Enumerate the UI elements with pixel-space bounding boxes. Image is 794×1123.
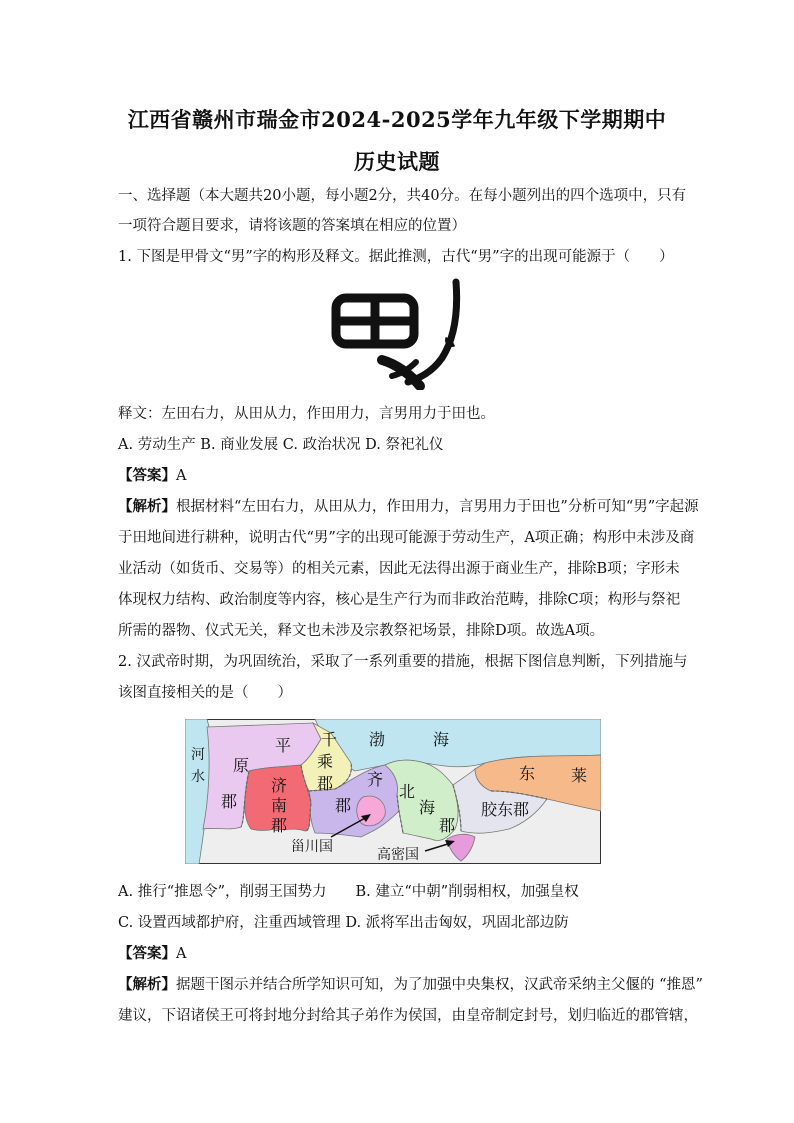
map-label-cheng: 乘 (317, 752, 334, 771)
han-kingdoms-map (185, 719, 601, 864)
oracle-bone-character-nan-icon (330, 278, 470, 390)
q2-answer (118, 944, 688, 964)
q1-analysis-line2: 于田地间进行耕种，说明古代“男”字的出现可能源于劳动生产，A项正确；构形中未涉及商 (118, 530, 695, 546)
map-label-lai: 莱 (571, 766, 588, 785)
map-label-ping: 平 (275, 736, 292, 755)
answer-value: A (176, 468, 187, 484)
q2-analysis-line1 (118, 975, 703, 995)
section-intro-line1: 一、选择题（本大题共20小题，每小题2分，共40分。在每小题列出的四个选项中，只有 (118, 188, 687, 204)
map-label-ji: 济 (271, 776, 288, 795)
map-label-jun1: 郡 (221, 792, 238, 811)
q1-analysis-line5: 所需的器物、仪式无关，释文也未涉及宗教祭祀场景，排除D项。故选A项。 (118, 623, 605, 639)
map-label-jiaodong: 胶东郡 (481, 800, 530, 819)
q1-analysis-line3: 业活动（如货币、交易等）的相关元素，因此无法得出源于商业生产，排除B项；字形未 (118, 561, 680, 577)
map-label-he: 河 (191, 747, 205, 763)
q1-analysis-line1 (118, 497, 699, 517)
q1-stem: 1. 下图是甲骨文“男”字的构形及释文。据此推测，古代“男”字的出现可能源于（ ） (118, 249, 674, 265)
q2-options-line2: C. 设置西域都护府，注重西域管理 D. 派将军出击匈奴，巩固北部边防 (118, 915, 569, 931)
q1-note: 释文：左田右力，从田从力，作田用力，言男用力于田也。 (118, 406, 495, 422)
analysis-text: 据题干图示并结合所学知识可知，为了加强中央集权，汉武帝采纳主父偃的 “推恩” (176, 977, 703, 993)
map-label-shui: 水 (191, 769, 205, 785)
map-label-jun5: 郡 (439, 816, 456, 835)
map-label-qi: 齐 (367, 770, 384, 789)
q1-options: A. 劳动生产 B. 商业发展 C. 政治状况 D. 祭祀礼仪 (118, 437, 444, 453)
map-label-yuan: 原 (233, 756, 250, 775)
answer-tag: 【答案】 (118, 467, 176, 484)
map-label-jun3: 郡 (271, 816, 288, 835)
map-label-zichuan: 甾川国 (291, 839, 333, 855)
section-intro-line2: 一项符合题目要求，请将该题的答案填在相应的位置） (118, 218, 466, 234)
q2-analysis-line2: 建议，下诏诸侯王可将封地分封给其子弟作为侯国，由皇帝制定封号，划归临近的郡管辖， (118, 1008, 698, 1024)
analysis-tag: 【解析】 (118, 976, 176, 993)
analysis-text: 根据材料“左田右力，从田从力，作田用力，言男用力于田也”分析可知“男”字起源 (176, 499, 699, 515)
exam-title-line2: 历史试题 (354, 149, 440, 174)
map-label-qian: 千 (321, 730, 338, 749)
q1-answer (118, 466, 688, 486)
q1-analysis-line4: 体现权力结构、政治制度等内容，核心是生产行为而非政治范畴，排除C项；构形与祭祀 (118, 592, 681, 608)
map-label-dong: 东 (519, 764, 536, 783)
map-label-hai2: 海 (419, 798, 436, 817)
analysis-tag: 【解析】 (118, 498, 176, 515)
q2-stem-line2: 该图直接相关的是（ ） (118, 685, 292, 701)
map-label-jun4: 郡 (335, 796, 352, 815)
map-label-jun2: 郡 (317, 774, 334, 793)
answer-tag: 【答案】 (118, 945, 176, 962)
map-label-bo: 渤 (369, 730, 386, 749)
q2-options-line1: A. 推行“推恩令”，削弱王国势力 B. 建立“中朝”削弱相权，加强皇权 (118, 884, 579, 900)
map-label-hai: 海 (433, 730, 450, 749)
zichuan-region (357, 796, 386, 826)
answer-value: A (176, 946, 187, 962)
map-label-gaomi: 高密国 (377, 847, 419, 863)
q2-stem-line1: 2. 汉武帝时期，为巩固统治，采取了一系列重要的措施，根据下图信息判断，下列措施与 (118, 654, 688, 670)
map-label-bei: 北 (399, 782, 416, 801)
map-label-nan: 南 (271, 796, 288, 815)
exam-title-line1: 江西省赣州市瑞金市2024-2025学年九年级下学期期中 (127, 107, 667, 132)
